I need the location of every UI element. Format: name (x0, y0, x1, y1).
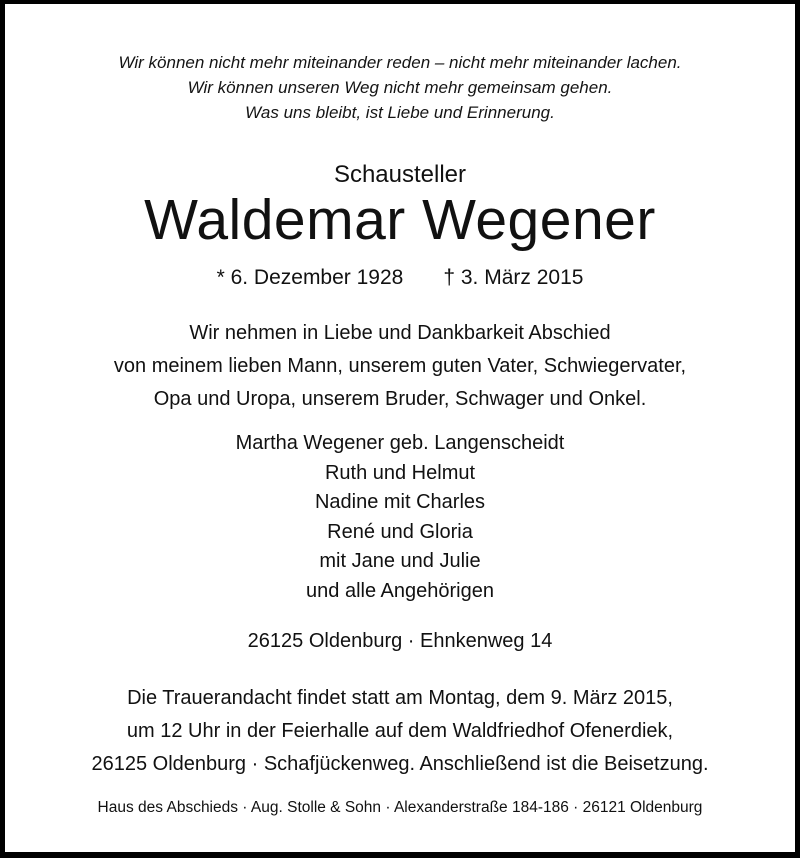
mourner-line: Nadine mit Charles (314, 491, 486, 513)
life-dates (5, 266, 795, 290)
service-line: Die Trauerandacht findet statt am Montag, dem 9. März 2015, (127, 687, 673, 709)
mourner-line: mit Jane und Julie (319, 550, 481, 572)
tribute-line: Wir nehmen in Liebe und Dankbarkeit Abschied (189, 322, 611, 344)
epigraph-line: Wir können nicht mehr miteinander reden – nicht mehr miteinander lachen. (118, 53, 682, 72)
epigraph-line: Wir können unseren Weg nicht mehr gemeinsam gehen. (187, 78, 613, 97)
mourner-line: und alle Angehörigen (306, 579, 494, 602)
epigraph-line: Was uns bleibt, ist Liebe und Erinnerung. (245, 103, 555, 122)
service-line: 26125 Oldenburg · Schafjückenweg. Anschließend ist die Beisetzung. (91, 753, 709, 775)
service-details (5, 682, 795, 781)
deceased-profession: Schausteller (333, 161, 467, 188)
mourner-line: Martha Wegener geb. Langenscheidt (235, 432, 565, 454)
service-line: um 12 Uhr in der Feierhalle auf dem Waldfriedhof Ofenerdiek, (126, 720, 674, 742)
mourner-line: René und Gloria (327, 520, 473, 543)
epigraph (5, 50, 795, 125)
family-address: 26125 Oldenburg · Ehnkenweg 14 (247, 630, 553, 652)
funeral-home-footer: Haus des Abschieds · Aug. Stolle & Sohn · Alexanderstraße 184-186 · 26121 Oldenburg (97, 799, 703, 816)
deceased-name: Waldemar Wegener (144, 188, 656, 252)
tribute-line: von meinem lieben Mann, unserem guten Vater, Schwiegervater, (113, 355, 687, 377)
tribute-line: Opa und Uropa, unserem Bruder, Schwager und Onkel. (153, 388, 647, 410)
death-date: † 3. März 2015 (443, 266, 584, 289)
mourners-list (5, 429, 795, 606)
tribute-paragraph (5, 317, 795, 416)
mourner-line: Ruth und Helmut (324, 461, 476, 484)
birth-date: * 6. Dezember 1928 (216, 266, 404, 289)
